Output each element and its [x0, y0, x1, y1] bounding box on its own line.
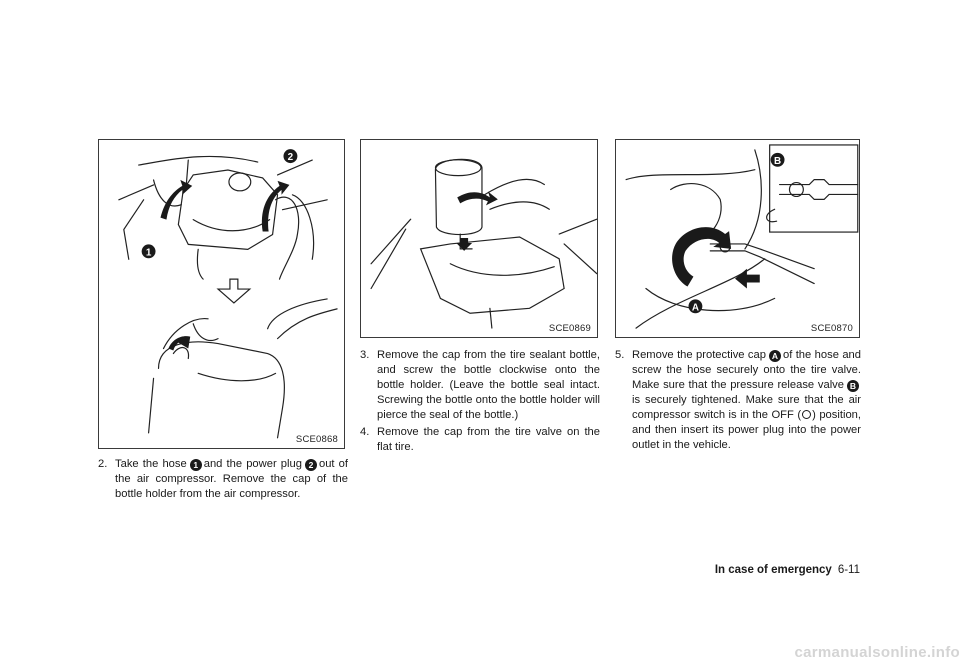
step-number: 5.	[615, 349, 625, 361]
callout-1	[142, 244, 156, 258]
step-2	[98, 457, 348, 502]
step-number: 4.	[360, 426, 370, 438]
page-footer	[640, 564, 860, 576]
figure-code: SCE0869	[548, 323, 591, 334]
sealant-bottle-illustration	[361, 140, 597, 337]
step-number: 2.	[98, 458, 108, 470]
compressor-illustration	[99, 140, 344, 448]
step-text: Remove the protective cap	[632, 349, 766, 361]
step-text: Take the hose	[115, 458, 187, 470]
column-2-text	[360, 348, 600, 457]
step-body	[632, 348, 861, 453]
svg-text:A: A	[691, 302, 699, 314]
callout-marker: 2	[305, 459, 317, 471]
column-3-text	[615, 348, 861, 455]
step-body: Remove the cap from the tire valve on the flat tire.	[377, 426, 600, 453]
step-text: is securely tightened. Make sure that the air compressor switch is in the OFF (	[632, 394, 861, 421]
step-body	[115, 457, 348, 502]
tire-valve-illustration	[616, 140, 859, 337]
callout-marker: B	[847, 380, 859, 392]
figure-sce0868	[98, 139, 345, 449]
step-text: of the hose and screw the hose securely onto the tire valve. Make sure that the pressure release valve	[632, 349, 861, 391]
step-4	[360, 425, 600, 455]
callout-marker: 1	[190, 459, 202, 471]
figure-sce0870	[615, 139, 860, 338]
page-number: 6-11	[837, 564, 860, 576]
column-1-text	[98, 457, 348, 504]
step-text: and the power plug	[203, 458, 302, 470]
step-text: out of the air compressor. Remove the cap of the bottle holder from the air compressor.	[115, 458, 348, 500]
svg-text:1: 1	[145, 247, 152, 259]
step-text: ) position, and then insert its power plug into the power outlet in the vehicle.	[632, 409, 861, 451]
svg-text:2: 2	[287, 152, 294, 164]
section-title: In case of emergency	[714, 564, 832, 576]
watermark: carmanualsonline.info	[794, 644, 960, 661]
figure-code: SCE0868	[295, 434, 338, 445]
callout-2	[283, 149, 297, 163]
step-body: Remove the cap from the tire sealant bottle, and screw the bottle clockwise onto the bottle holder. (Leave the bottle seal intact. Screwing the bottle onto the bottle holder will pierce the seal of the bottle.)	[377, 349, 600, 421]
callout-a	[688, 299, 702, 313]
step-3	[360, 348, 600, 423]
callout-marker: A	[769, 350, 781, 362]
figure-code: SCE0870	[810, 323, 853, 334]
callout-b	[771, 153, 785, 167]
figure-sce0869	[360, 139, 598, 338]
svg-text:B: B	[774, 155, 782, 167]
step-5	[615, 348, 861, 453]
off-position-icon	[802, 410, 811, 419]
step-number: 3.	[360, 349, 370, 361]
